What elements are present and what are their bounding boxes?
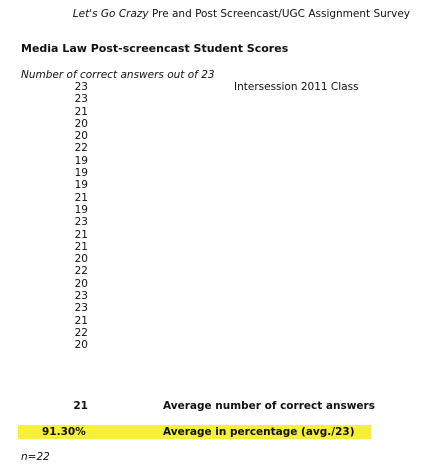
score-item: 20 <box>74 277 88 290</box>
percentage-value: 91.30% <box>42 426 86 438</box>
average-value: 21 <box>73 400 88 412</box>
score-item: 21 <box>74 105 88 118</box>
header-title-italic: Let's Go Crazy <box>72 8 149 20</box>
score-item: 21 <box>74 191 88 204</box>
score-item: 23 <box>74 216 88 229</box>
score-item: 22 <box>74 326 88 339</box>
average-label: Average number of correct answers <box>163 400 375 412</box>
score-item: 19 <box>74 203 88 216</box>
average-row <box>0 400 430 414</box>
score-item: 23 <box>74 290 88 303</box>
header-title-rest: Pre and Post Screencast/UGC Assignment Survey <box>148 8 410 20</box>
score-item: 19 <box>74 179 88 192</box>
score-item: 20 <box>74 253 88 266</box>
section-title: Media Law Post-screencast Student Scores <box>21 42 289 55</box>
score-item: 20 <box>74 130 88 143</box>
percentage-row-highlight <box>18 425 371 439</box>
score-item: 21 <box>74 314 88 327</box>
score-item: 20 <box>74 117 88 130</box>
score-item: 23 <box>74 93 88 106</box>
score-item: 22 <box>74 142 88 155</box>
score-item: 22 <box>74 265 88 278</box>
score-item: 23 <box>74 81 88 93</box>
score-item: 21 <box>74 240 88 253</box>
section-subtitle: Number of correct answers out of 23 <box>21 69 215 81</box>
score-item: 20 <box>74 339 88 352</box>
scores-list <box>60 81 88 352</box>
score-item: 21 <box>74 228 88 241</box>
score-item: 19 <box>74 167 88 180</box>
percentage-label: Average in percentage (avg./23) <box>163 426 355 438</box>
score-item: 19 <box>74 154 88 167</box>
score-item: 23 <box>74 302 88 315</box>
sample-size-note: n=22 <box>21 451 50 463</box>
class-label: Intersession 2011 Class <box>234 81 359 93</box>
survey-header <box>0 8 410 20</box>
